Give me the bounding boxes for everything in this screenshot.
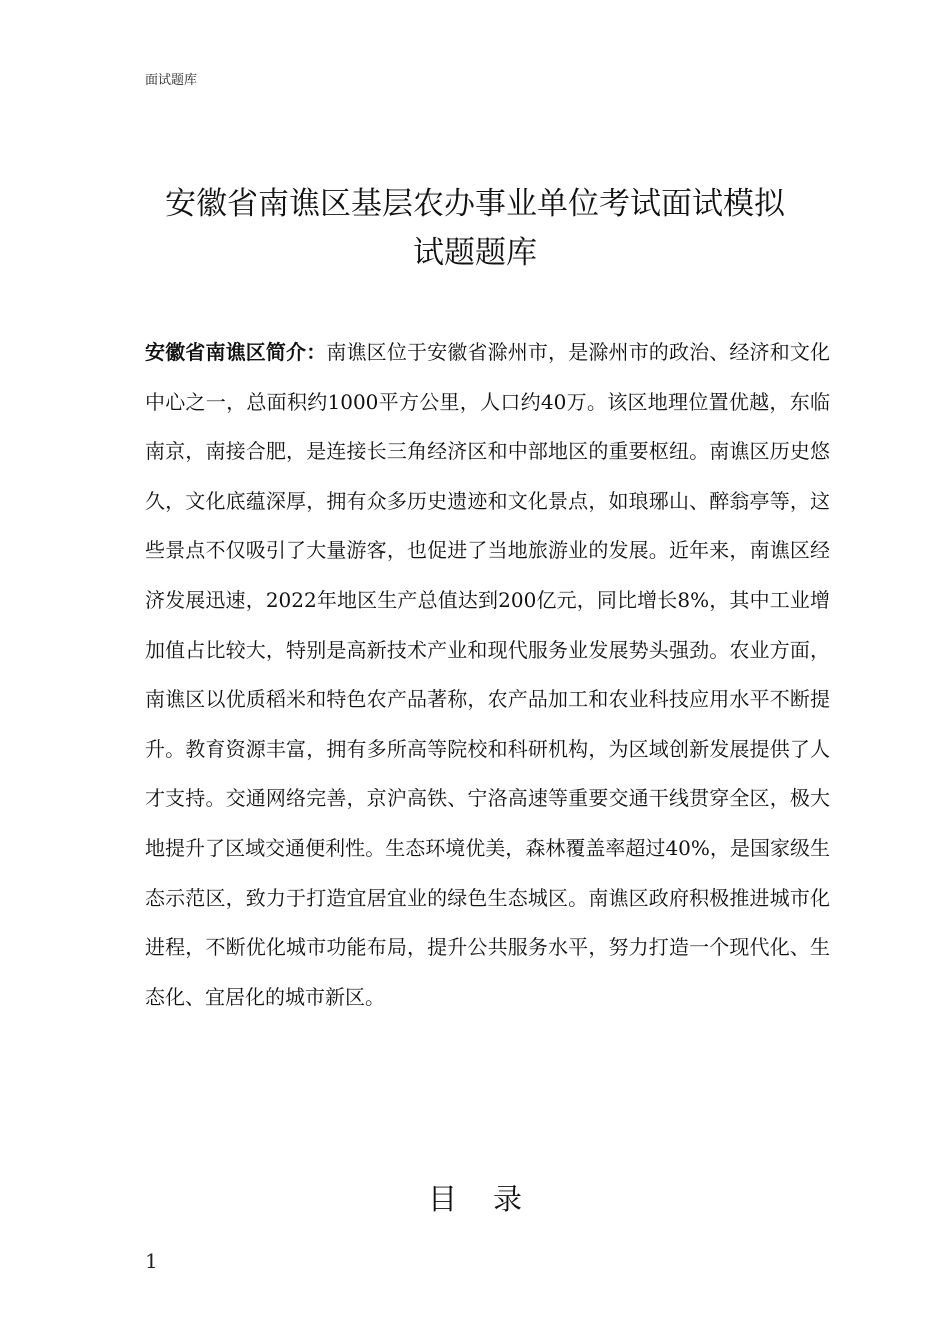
- running-header: 面试题库: [145, 73, 198, 88]
- intro-text: 南谯区位于安徽省滁州市，是滁州市的政治、经济和文化中心之一，总面积约1000平方公里，人口约40万。该区地理位置优越，东临南京，南接合肥，是连接长三角经济区和中部地区的重要枢纽。南谯区历史悠久，文化底蕴深厚，拥有众多历史遗迹和文化景点，如琅琊山、醉翁亭等，这些景点不仅吸引了大量游客，也促进了当地旅游业的发展。近年来，南谯区经济发展迅速，2022年地区生产总值达到200亿元，同比增长8%，其中工业增加值占比较大，特别是高新技术产业和现代服务业发展势头强劲。农业方面，南谯区以优质稻米和特色农产品著称，农产品加工和农业科技应用水平不断提升。教育资源丰富，拥有多所高等院校和科研机构，为区域创新发展提供了人才支持。交通网络完善，京沪高铁、宁洛高速等重要交通干线贯穿全区，极大地提升了区域交通便利性。生态环境优美，森林覆盖率超过40%，是国家级生态示范区，致力于打造宜居宜业的绿色生态城区。南谯区政府积极推进城市化进程，不断优化城市功能布局，提升公共服务水平，努力打造一个现代化、生态化、宜居化的城市新区。: [145, 340, 831, 1009]
- intro-label: 安徽省南谯区简介：: [145, 340, 327, 364]
- page-number: 1: [145, 1249, 158, 1273]
- toc-heading: 目录: [427, 1182, 558, 1216]
- intro-paragraph: [145, 328, 830, 1022]
- document-title-line-1: 安徽省南谯区基层农办事业单位考试面试模拟: [165, 186, 785, 222]
- document-title-line-2: 试题题库: [413, 235, 537, 271]
